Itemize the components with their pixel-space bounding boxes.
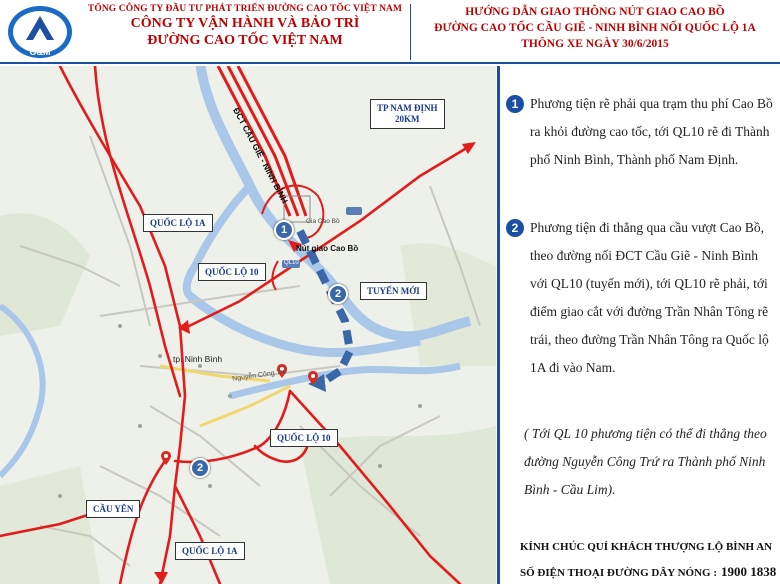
label-tuyen-moi: TUYẾN MỚI xyxy=(360,282,427,300)
label-dct: ĐCT CẦU GIẼ - NINH BÌNH xyxy=(231,106,291,205)
company-line1: TỔNG CÔNG TY ĐẦU TƯ PHÁT TRIỂN ĐƯỜNG CAO TỐC VIỆT NAM xyxy=(87,4,403,14)
page-title xyxy=(414,4,776,52)
label-quoc-lo-10-bottom: QUỐC LỘ 10 xyxy=(270,429,338,447)
title-line1: HƯỚNG DẪN GIAO THÔNG NÚT GIAO CAO BỒ xyxy=(465,6,725,18)
label-tp-nam-dinh-name: TP NAM ĐỊNH xyxy=(377,103,438,113)
hotline xyxy=(520,564,776,580)
label-tp-ninh-binh: tp. Ninh Bình xyxy=(173,354,223,364)
company-name xyxy=(80,4,410,49)
route-marker-2-new: 2 xyxy=(328,284,348,304)
header-divider xyxy=(410,4,411,60)
label-nut-giao: Nút giao Cao Bồ xyxy=(296,244,359,253)
label-quoc-lo-1a-bottom: QUỐC LỘ 1A xyxy=(175,542,245,560)
label-ql10-badge: QL10 xyxy=(284,260,299,266)
company-line3: ĐƯỜNG CAO TỐC VIỆT NAM xyxy=(147,33,343,48)
hotline-label: SỐ ĐIỆN THOẠI ĐƯỜNG DÂY NÓNG : xyxy=(520,567,717,579)
logo-text: O&M xyxy=(29,47,51,57)
title-line2: ĐƯỜNG CAO TỐC CẦU GIẼ - NINH BÌNH NỐI QUỐC LỘ 1A xyxy=(434,22,756,34)
location-pin-icon xyxy=(161,451,171,465)
step-1-text: Phương tiện rẽ phải qua trạm thu phí Cao Bồ ra khỏi đường cao tốc, tới QL10 rẽ đi Thành phố Ninh Bình, Thành phố Nam Định. xyxy=(530,96,773,167)
step-1-number: 1 xyxy=(506,95,524,113)
step-1 xyxy=(506,90,776,174)
location-pin-icon xyxy=(308,371,318,385)
label-cau-yen: CẦU YÊN xyxy=(86,500,140,518)
label-gia-cao-bo: Gia Cao Bồ xyxy=(306,218,340,225)
step-2 xyxy=(506,214,776,382)
route-marker-2-ql1a: 2 xyxy=(190,458,210,478)
step-2-number: 2 xyxy=(506,219,524,237)
map-area[interactable] xyxy=(0,66,496,584)
route-marker-1: 1 xyxy=(274,220,294,240)
instructions-panel xyxy=(497,66,780,584)
label-quoc-lo-1a-top: QUỐC LỘ 1A xyxy=(143,214,213,232)
hotline-number: 1900 1838 xyxy=(721,564,777,579)
step-2-text: Phương tiện đi thẳng qua cầu vượt Cao Bồ, theo đường nối ĐCT Cầu Giẽ - Ninh Bình với QL10 (tuyến mới), tới QL10 rẽ phải, tới điểm giao cắt với đường Trần Nhân Tông rẽ trái, theo đường Trần Nhân Tông ra Quốc lộ 1A đi vào Nam. xyxy=(530,220,769,375)
company-line2: CÔNG TY VẬN HÀNH VÀ BẢO TRÌ xyxy=(130,16,360,31)
note-text: ( Tới QL 10 phương tiện có thể đi thẳng theo đường Nguyễn Công Trứ ra Thành phố Ninh Bình - Cầu Lim). xyxy=(524,426,767,497)
label-tp-nam-dinh xyxy=(370,99,445,129)
company-logo xyxy=(6,4,74,60)
wish-text: KÍNH CHÚC QUÍ KHÁCH THƯỢNG LỘ BÌNH AN xyxy=(520,541,773,553)
label-nguyen-cong-tru: Nguyễn Công Trứ xyxy=(231,368,288,383)
label-quoc-lo-10-left: QUỐC LỘ 10 xyxy=(198,263,266,281)
title-line3: THÔNG XE NGÀY 30/6/2015 xyxy=(521,38,669,50)
header xyxy=(0,0,780,64)
label-tp-nam-dinh-km: 20KM xyxy=(395,114,420,124)
